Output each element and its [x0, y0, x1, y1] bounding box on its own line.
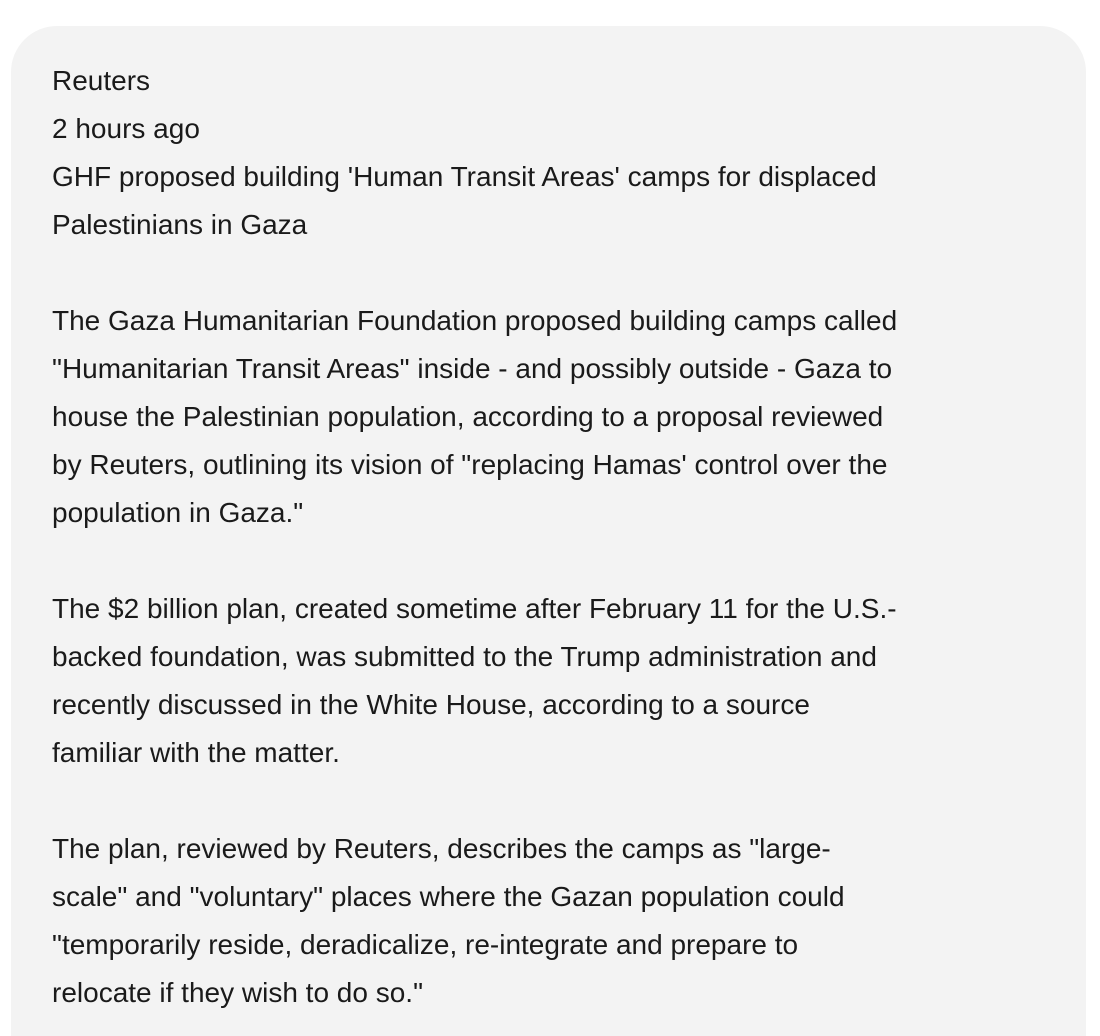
spacer [52, 249, 1046, 297]
body-line: backed foundation, was submitted to the Trump administration and [52, 641, 877, 672]
body-line: relocate if they wish to do so." [52, 977, 424, 1008]
body-line: The $2 billion plan, created sometime after February 11 for the U.S.- [52, 593, 897, 624]
spacer [52, 777, 1046, 825]
body-line: by Reuters, outlining its vision of "replacing Hamas' control over the [52, 449, 888, 480]
body-line: recently discussed in the White House, according to a source [52, 689, 810, 720]
source-name: Reuters [52, 65, 151, 96]
body-line: house the Palestinian population, according to a proposal reviewed [52, 401, 884, 432]
body-line: "temporarily reside, deradicalize, re-integrate and prepare to [52, 929, 799, 960]
body-line: population in Gaza." [52, 497, 304, 528]
body-paragraph-3 [52, 825, 1046, 1017]
body-line: "Humanitarian Transit Areas" inside - and possibly outside - Gaza to [52, 353, 893, 384]
headline [52, 153, 1046, 249]
body-paragraph-1 [52, 297, 1046, 537]
timestamp: 2 hours ago [52, 113, 200, 144]
body-line: familiar with the matter. [52, 737, 340, 768]
body-paragraph-2 [52, 585, 1046, 777]
body-line: The Gaza Humanitarian Foundation proposed building camps called [52, 305, 898, 336]
spacer [52, 537, 1046, 585]
body-line: The plan, reviewed by Reuters, describes the camps as "large- [52, 833, 831, 864]
headline-line: GHF proposed building 'Human Transit Areas' camps for displaced [52, 161, 877, 192]
news-card [11, 26, 1086, 1036]
headline-line: Palestinians in Gaza [52, 209, 308, 240]
body-line: scale" and "voluntary" places where the Gazan population could [52, 881, 845, 912]
